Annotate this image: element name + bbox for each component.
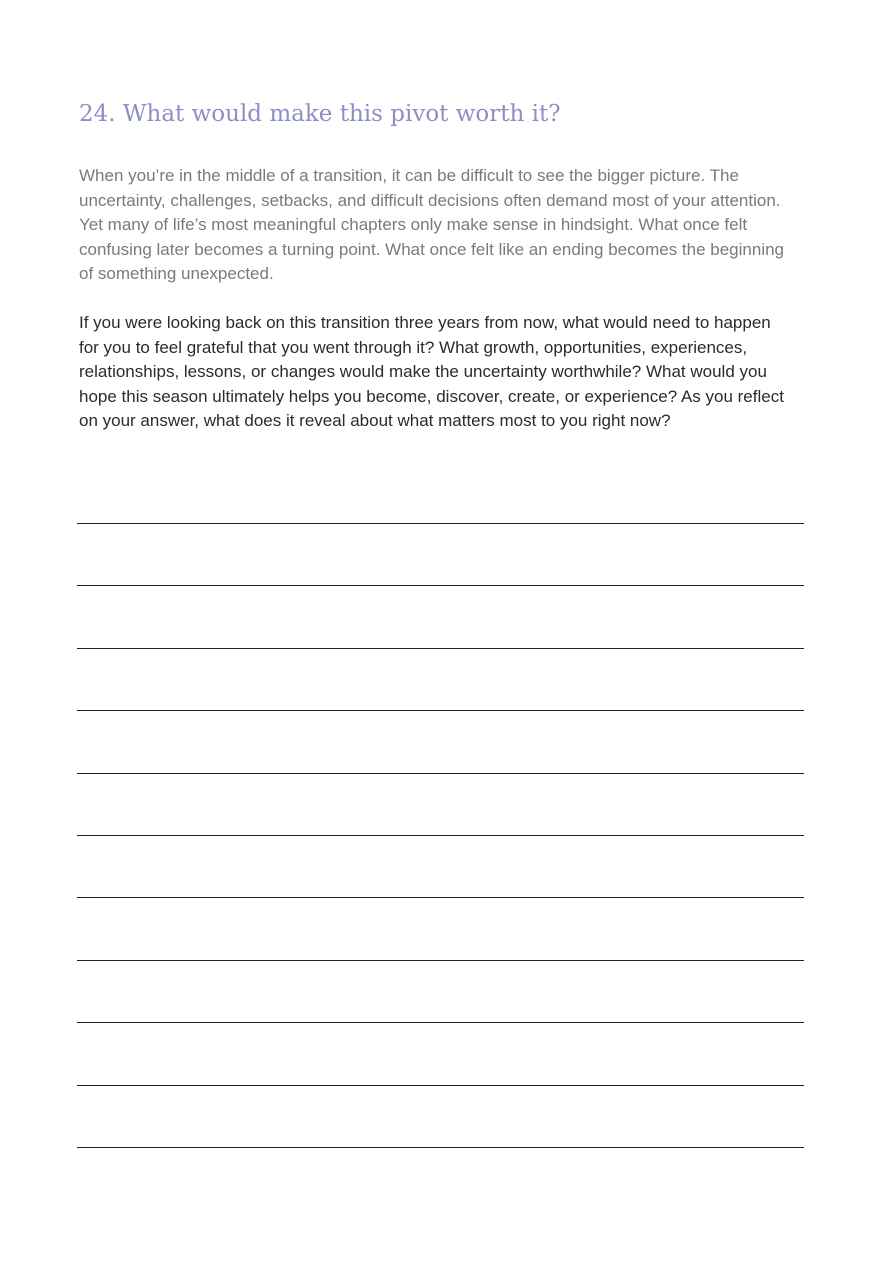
writing-line[interactable] (77, 1147, 804, 1148)
reflection-prompt: If you were looking back on this transition three years from now, what would need to happen for you to feel grateful that you went through it? What growth, opportunities, experiences, relationships, lessons, or changes would make the uncertainty worthwhile? What would you hope this season ultimately helps you become, discover, create, or experience? As you reflect on your answer, what does it reveal about what matters most to you right now? (79, 313, 784, 430)
intro-paragraph: When you’re in the middle of a transition, it can be difficult to see the bigger picture. The uncertainty, challenges, setbacks, and difficult decisions often demand most of your attention. Yet many of life’s most meaningful chapters only make sense in hindsight. What once felt confusing later becomes a turning point. What once felt like an ending becomes the beginning of something unexpected. (79, 166, 785, 283)
writing-line[interactable] (77, 648, 804, 649)
page-title: 24. What would make this pivot worth it? (79, 101, 561, 127)
writing-line[interactable] (77, 585, 804, 586)
writing-line[interactable] (77, 960, 804, 961)
writing-line[interactable] (77, 773, 804, 774)
writing-line[interactable] (77, 897, 804, 898)
writing-line[interactable] (77, 1022, 804, 1023)
writing-lines-area[interactable] (77, 0, 804, 1274)
writing-line[interactable] (77, 523, 804, 524)
writing-line[interactable] (77, 710, 804, 711)
writing-line[interactable] (77, 835, 804, 836)
writing-line[interactable] (77, 1085, 804, 1086)
